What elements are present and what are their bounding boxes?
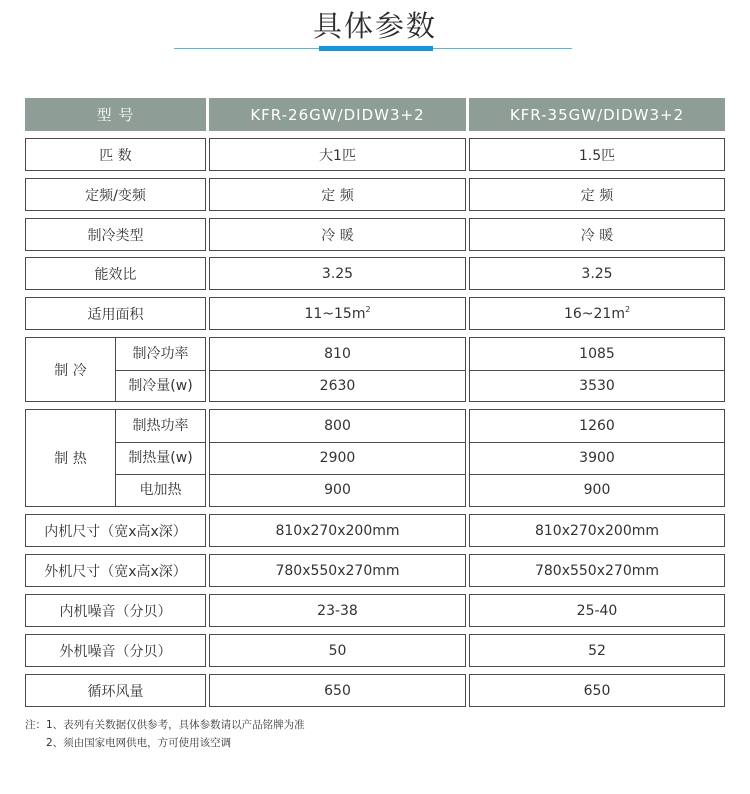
- sublabel-heating-power: 制热功率: [132, 418, 189, 434]
- area-b-superscript: 2: [624, 305, 631, 314]
- row-value-b-frequency: 定 频: [469, 178, 725, 211]
- row-label-indoor-size: 内机尺寸（宽x高x深）: [25, 514, 206, 547]
- row-value-b-area: [469, 297, 725, 330]
- row-value-a-outdoor-noise: 50: [209, 634, 466, 667]
- heating-values-b: [469, 409, 725, 507]
- row-value-a-indoor-noise: 23-38: [209, 594, 466, 627]
- value-a-heating-capacity: 2900: [319, 450, 356, 466]
- group-label-cooling: 制 冷: [25, 337, 116, 402]
- row-label-cooling-type: 制冷类型: [25, 218, 206, 251]
- row-value-a-horsepower: 大1匹: [209, 138, 466, 171]
- row-value-a-frequency: 定 频: [209, 178, 466, 211]
- value-b-electric-heating: 900: [583, 482, 611, 498]
- row-label-horsepower: 匹 数: [25, 138, 206, 171]
- row-value-b-airflow: 650: [469, 674, 725, 707]
- row-value-b-horsepower: 1.5匹: [469, 138, 725, 171]
- area-a-text: 11~15m: [304, 305, 366, 322]
- heating-sublabels: [115, 409, 206, 507]
- cooling-sublabels: [115, 337, 206, 402]
- header-model-label: 型 号: [25, 98, 206, 131]
- sublabel-cooling-power: 制冷功率: [132, 345, 189, 362]
- area-b-text: 16~21m: [563, 305, 625, 322]
- value-a-electric-heating: 900: [324, 482, 351, 498]
- header-model-a: KFR-26GW/DIDW3+2: [209, 98, 466, 131]
- row-label-airflow: 循环风量: [25, 674, 206, 707]
- row-value-b-indoor-size: 810x270x200mm: [469, 514, 725, 547]
- row-label-eer: 能效比: [25, 257, 206, 290]
- footnote-2: 2、须由国家电网供电，方可使用该空调: [46, 737, 232, 749]
- row-value-a-cooling-type: 冷 暖: [209, 218, 466, 251]
- row-label-outdoor-size: 外机尺寸（宽x高x深）: [25, 554, 206, 587]
- row-value-a-indoor-size: 810x270x200mm: [209, 514, 466, 547]
- value-b-heating-power: 1260: [579, 418, 615, 434]
- sublabel-heating-capacity: 制热量(w): [128, 450, 193, 466]
- sublabel-cooling-capacity: 制冷量(w): [128, 377, 193, 394]
- page-title: 具体参数: [312, 9, 437, 43]
- cooling-values-b: [469, 337, 725, 402]
- value-a-cooling-power: 810: [324, 345, 351, 362]
- value-b-heating-capacity: 3900: [579, 450, 615, 466]
- cooling-values-a: [209, 337, 466, 402]
- row-value-b-outdoor-noise: 52: [469, 634, 725, 667]
- row-value-b-cooling-type: 冷 暖: [469, 218, 725, 251]
- row-value-b-outdoor-size: 780x550x270mm: [469, 554, 725, 587]
- row-value-a-airflow: 650: [209, 674, 466, 707]
- value-a-cooling-capacity: 2630: [319, 377, 356, 394]
- row-value-a-area: [209, 297, 466, 330]
- heating-values-a: [209, 409, 466, 507]
- value-b-cooling-power: 1085: [579, 345, 615, 362]
- group-label-heating: 制 热: [25, 409, 116, 507]
- row-value-a-eer: 3.25: [209, 257, 466, 290]
- sublabel-electric-heating: 电加热: [139, 482, 182, 498]
- footnote-1: 注：1、表列有关数据仅供参考，具体参数请以产品铭牌为准: [25, 719, 305, 731]
- row-value-b-eer: 3.25: [469, 257, 725, 290]
- area-a-superscript: 2: [365, 305, 371, 314]
- row-label-indoor-noise: 内机噪音（分贝）: [25, 594, 206, 627]
- value-b-cooling-capacity: 3530: [579, 377, 615, 394]
- row-value-b-indoor-noise: 25-40: [469, 594, 725, 627]
- row-label-outdoor-noise: 外机噪音（分贝）: [25, 634, 206, 667]
- header-model-b: KFR-35GW/DIDW3+2: [469, 98, 725, 131]
- row-label-frequency: 定频/变频: [25, 178, 206, 211]
- value-a-heating-power: 800: [324, 418, 351, 434]
- title-accent-bar: [319, 46, 433, 51]
- row-label-area: 适用面积: [25, 297, 206, 330]
- row-value-a-outdoor-size: 780x550x270mm: [209, 554, 466, 587]
